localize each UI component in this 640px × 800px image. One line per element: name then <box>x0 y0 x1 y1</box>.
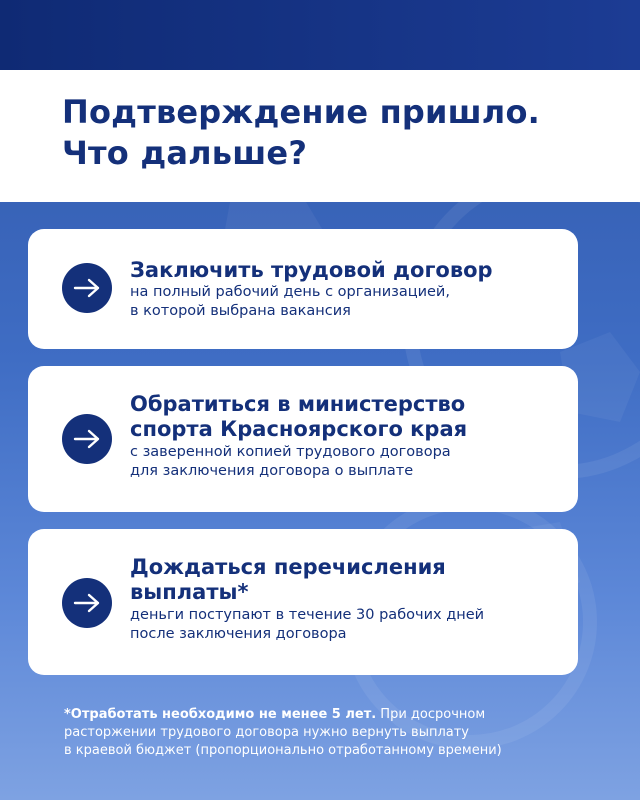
arrow-right-icon <box>73 278 101 298</box>
footnote-line-3: в краевой бюджет (пропорционально отработанному времени) <box>64 743 502 758</box>
footnote <box>64 706 584 760</box>
step-3-desc-line-1: деньги поступают в течение 30 рабочих дней <box>130 607 485 623</box>
step-3-title-line-1: Дождаться перечисления <box>130 555 446 579</box>
step-3-title-line-2: выплаты* <box>130 580 249 604</box>
step-2-title <box>130 392 467 442</box>
step-1-title <box>130 258 493 283</box>
step-2-title-line-1: Обратиться в министерство <box>130 392 466 416</box>
step-1-desc-line-1: на полный рабочий день с организацией, <box>130 284 450 300</box>
step-card-2 <box>28 366 578 512</box>
page-title-line-1: Подтверждение пришло. <box>62 93 540 131</box>
step-2-description <box>130 443 451 481</box>
footnote-bold: *Отработать необходимо не менее 5 лет. <box>64 707 377 722</box>
step-2-desc-line-2: для заключения договора о выплате <box>130 463 414 479</box>
step-1-title-line-1: Заключить трудовой договор <box>130 258 493 282</box>
footnote-line-1-rest: При досрочном <box>376 707 486 722</box>
page-title <box>62 92 540 174</box>
top-band <box>0 0 640 70</box>
arrow-right-icon <box>73 593 101 613</box>
step-1-description <box>130 283 450 321</box>
step-1-arrow-button <box>62 263 112 313</box>
step-3-description <box>130 606 484 644</box>
step-3-desc-line-2: после заключения договора <box>130 626 347 642</box>
arrow-right-icon <box>73 429 101 449</box>
step-2-desc-line-1: с заверенной копией трудового договора <box>130 444 451 460</box>
footnote-line-2: расторжении трудового договора нужно вернуть выплату <box>64 725 469 740</box>
step-3-title <box>130 555 446 605</box>
step-3-arrow-button <box>62 578 112 628</box>
step-card-1 <box>28 229 578 349</box>
step-1-desc-line-2: в которой выбрана вакансия <box>130 303 351 319</box>
step-card-3 <box>28 529 578 675</box>
step-2-title-line-2: спорта Красноярского края <box>130 417 468 441</box>
step-2-arrow-button <box>62 414 112 464</box>
page-title-line-2: Что дальше? <box>62 134 308 172</box>
